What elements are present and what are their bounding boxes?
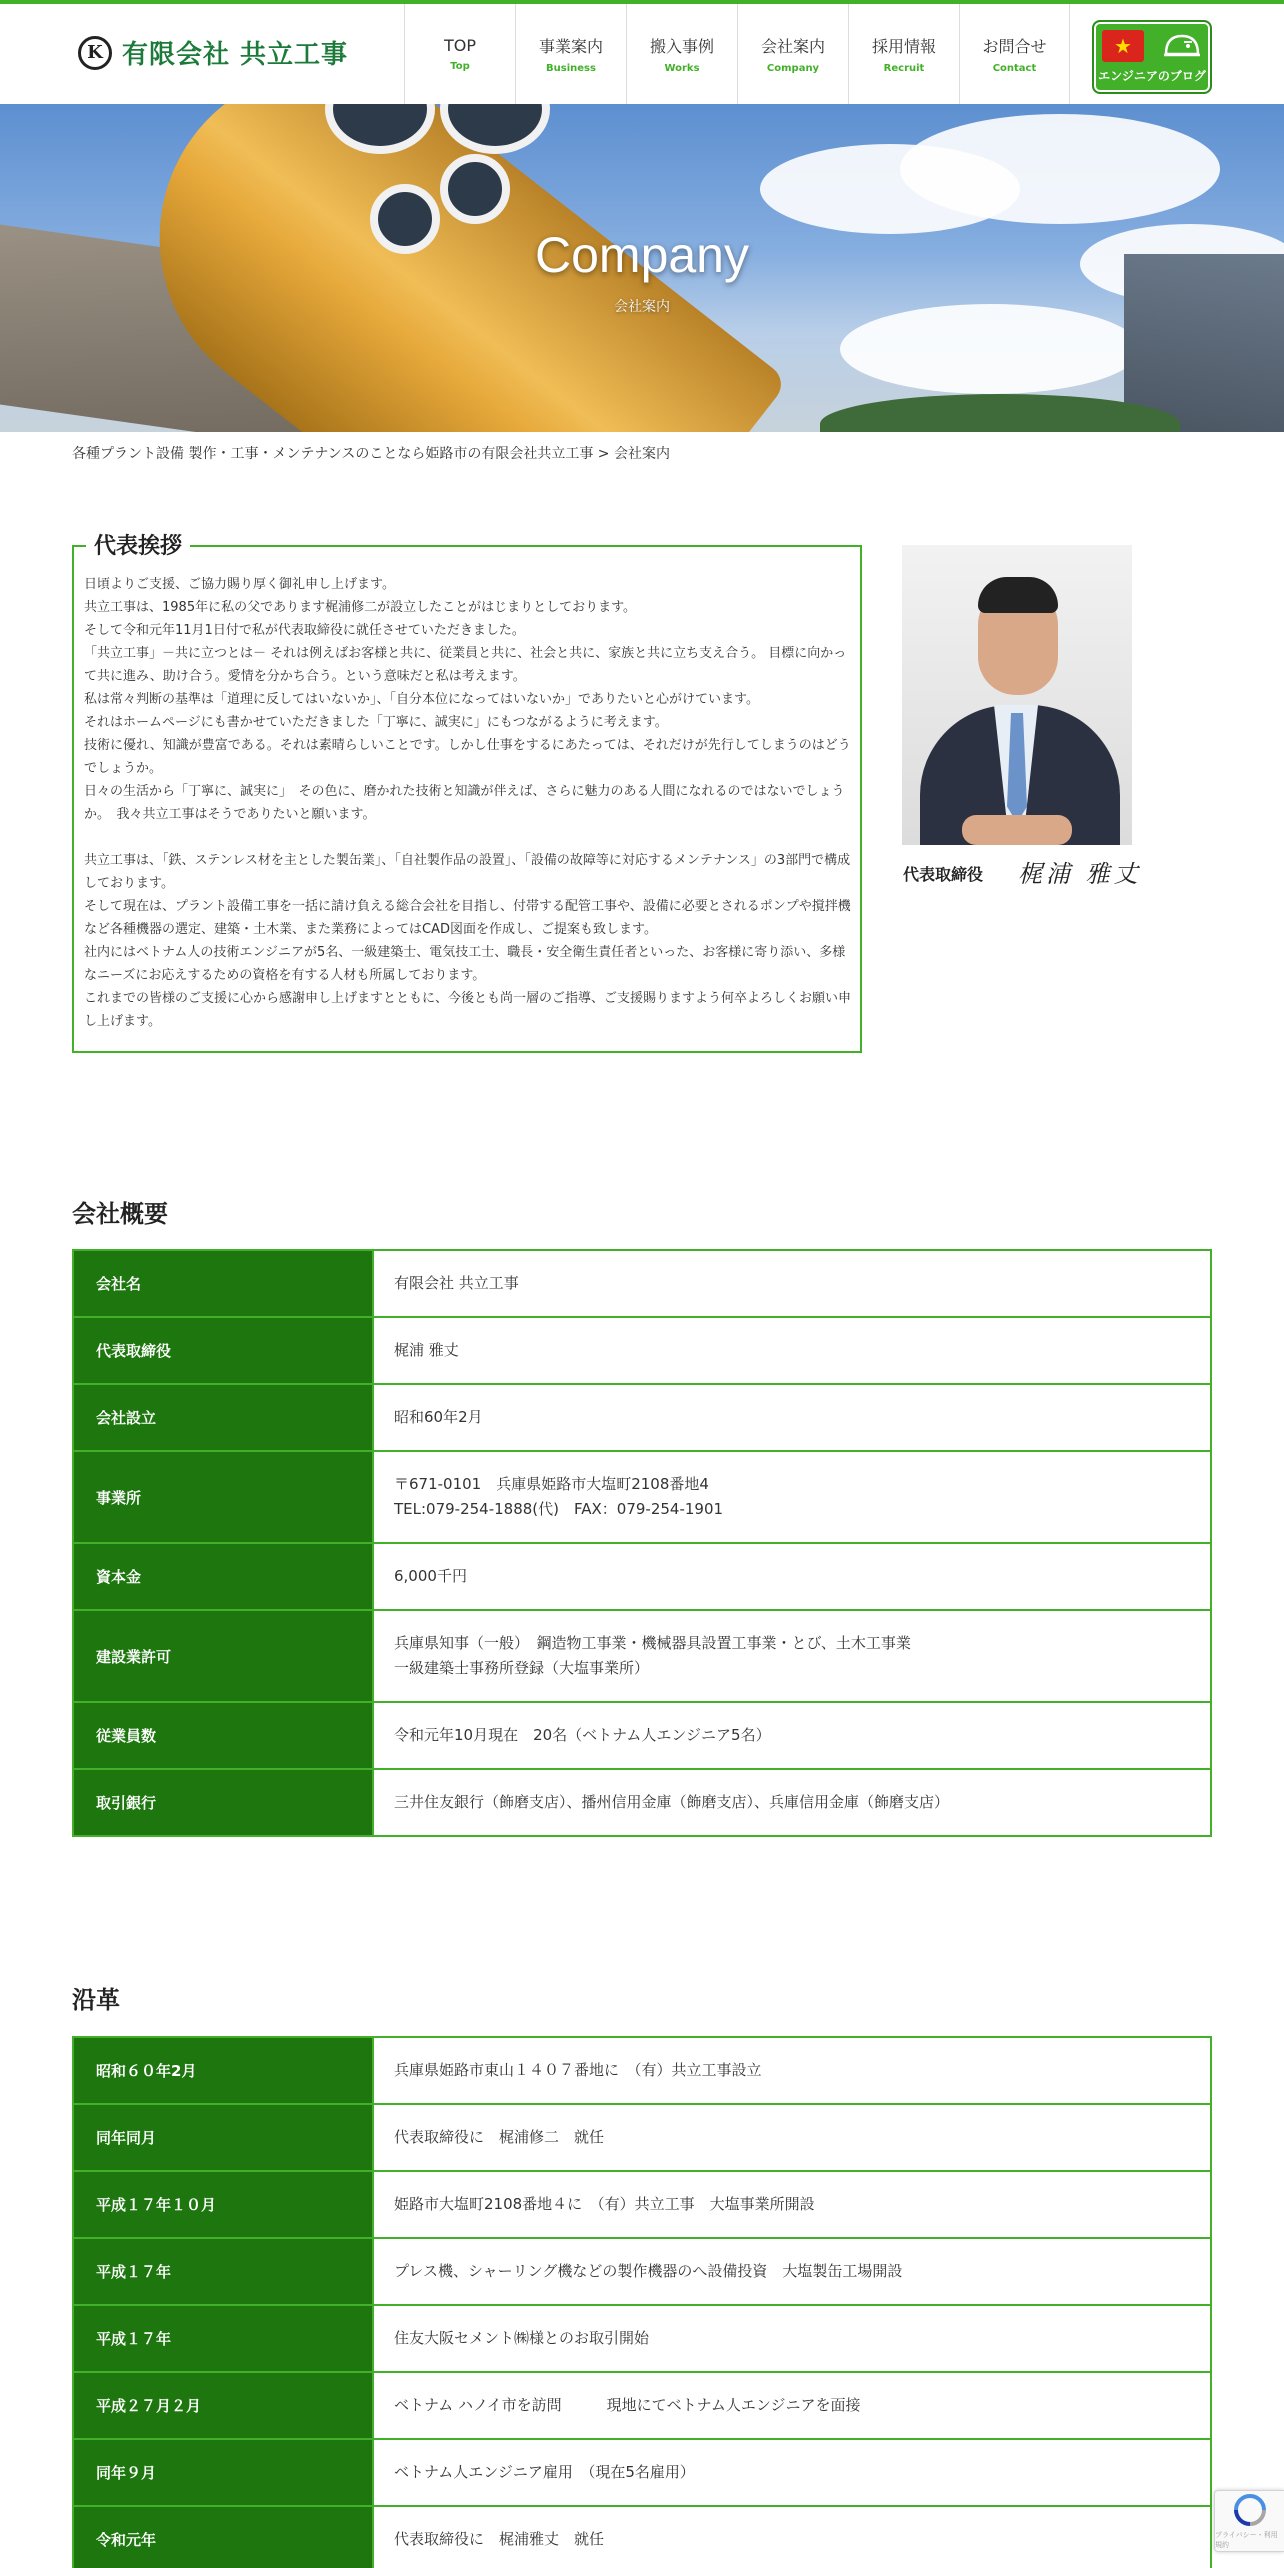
value-line: 姫路市大塩町2108番地４に （有）共立工事 大塩事業所開設 [394,2195,815,2213]
row-label: 平成２７月２月 [73,2372,373,2439]
overview-title: 会社概要 [72,1200,168,1228]
table-row [73,2238,1211,2305]
row-value [373,1543,1211,1610]
row-value [373,1769,1211,1836]
table-row [73,2037,1211,2104]
site-header [0,0,1284,104]
row-label: 会社名 [73,1250,373,1317]
table-row [73,1702,1211,1769]
row-label: 平成１７年 [73,2238,373,2305]
breadcrumb-separator: > [593,446,614,462]
nav-item-recruit[interactable] [848,4,959,104]
nav-label: 採用情報 [871,37,936,56]
cloud-shape [840,304,1140,394]
greeting-paragraph: それはホームページにも書かせていただきました「丁寧に、誠実に」にもつながるように考えます。 [84,715,668,730]
greeting-paragraph: 共立工事は、「鉄、ステンレス材を主とした製缶業」、「自社製作品の設置」、「設備の故障等に対応するメンテナンス」の3部門で構成しております。 [84,853,851,891]
tank-opening [440,154,510,224]
row-label: 同年９月 [73,2439,373,2506]
greeting-paragraph: 私は常々判断の基準は「道理に反してはいないか」、「自分本位になってはいないか」でありたいと心がけています。 [84,692,759,707]
value-line: 兵庫県姫路市東山１４０７番地に （有）共立工事設立 [394,2061,762,2079]
photo-hair [978,577,1058,613]
recaptcha-icon [1232,2492,1268,2528]
row-value [373,1317,1211,1384]
greeting-paragraph: 共立工事は、1985年に私の父であります梶浦修二が設立したことがはじまりとしております。 [84,600,637,615]
recaptcha-text: プライバシー・利用規約 [1215,2531,1278,2549]
nav-item-company[interactable] [737,4,848,104]
nav-item-business[interactable] [515,4,626,104]
value-line: 6,000千円 [394,1567,467,1585]
nav-label: お問合せ [982,37,1047,56]
breadcrumb-current: 会社案内 [613,446,670,462]
row-label: 代表取締役 [73,1317,373,1384]
greeting-paragraph: これまでの皆様のご支援に心から感謝申し上げますとともに、今後とも尚一層のご指導、ご支援賜りますよう何卒よろしくお願い申し上げます。 [84,991,852,1029]
row-value [373,2305,1211,2372]
greeting-paragraph: そして現在は、プラント設備工事を一括に請け負える総合会社を目指し、付帯する配管工事や、設備に必要とされるポンプや撹拌機など各種機器の選定、建築・土木業、また業務によってはCAD図面を作成し、ご提案も致します。 [84,899,851,937]
greeting-paragraph: 「共立工事」－共に立つとは－ それは例えばお客様と共に、従業員と共に、社会と共に、家族と共に立ち支え合う。 目標に向かって共に進み、助け合う。愛情を分かち合う。という意味だと私は考えます。 [84,646,847,684]
table-row [73,2506,1211,2568]
value-line: 一級建築士事務所登録（大塩事業所） [394,1659,650,1677]
history-title: 沿革 [72,1986,120,2014]
overview-table [72,1249,1212,1837]
value-line: 令和元年10月現在 20名（ベトナム人エンジニア5名） [394,1726,771,1744]
nav-sublabel: Works [664,63,700,74]
nav-sublabel: Business [546,63,596,74]
greeting-box [72,534,862,1053]
nav-item-contact[interactable] [959,4,1070,104]
signature-role: 代表取締役 [903,865,984,884]
table-row [73,1451,1211,1543]
nav-sublabel: Recruit [883,63,925,74]
nav-sublabel: Company [766,63,820,74]
site-logo[interactable] [78,34,348,71]
table-row [73,1317,1211,1384]
nav-label: 事業案内 [538,37,603,56]
row-value [373,2037,1211,2104]
value-line: 昭和60年2月 [394,1408,483,1426]
value-line: 代表取締役に 梶浦修二 就任 [394,2128,605,2146]
table-row [73,2104,1211,2171]
table-row [73,1384,1211,1451]
row-label: 取引銀行 [73,1769,373,1836]
value-line: 〒671-0101 兵庫県姫路市大塩町2108番地4 [394,1475,709,1493]
value-line: プレス機、シャーリング機などの製作機器のへ設備投資 大塩製缶工場開設 [394,2262,903,2280]
row-label: 従業員数 [73,1702,373,1769]
row-label: 建設業許可 [73,1610,373,1702]
row-label: 会社設立 [73,1384,373,1451]
photo-hands [962,815,1072,845]
value-line: ベトナム ハノイ市を訪問 現地にてベトナム人エンジニアを面接 [394,2396,861,2414]
nav-item-works[interactable] [626,4,737,104]
row-label: 資本金 [73,1543,373,1610]
row-value [373,2171,1211,2238]
nav-sublabel: Contact [992,63,1037,74]
blog-label: エンジニアのブログ [1098,69,1206,83]
greeting-paragraph: そして令和元年11月1日付で私が代表取締役に就任させていただきました。 [84,623,525,638]
nav-label: 会社案内 [760,37,825,56]
value-line: 代表取締役に 梶浦雅丈 就任 [394,2530,605,2548]
row-label: 昭和６０年2月 [73,2037,373,2104]
row-value [373,1610,1211,1702]
vietnam-flag-icon [1102,30,1144,62]
breadcrumb-home-link[interactable]: 各種プラント設備 製作・工事・メンテナンスのことなら姫路市の有限会社共立工事 [72,446,594,462]
value-line: 梶浦 雅丈 [394,1341,459,1359]
logo-mark-icon: K [78,36,112,70]
nav-sublabel: Top [450,61,470,72]
paragraph-gap [84,826,852,849]
value-line: 兵庫県知事（一般） 鋼造物工事業・機械器具設置工事業・とび、土木工事業 [394,1634,911,1652]
nav-item-top[interactable] [404,4,515,104]
row-label: 平成１７年 [73,2305,373,2372]
table-row [73,2372,1211,2439]
greeting-paragraph: 技術に優れ、知識が豊富である。それは素晴らしいことです。しかし仕事をするにあたっては、それだけが先行してしまうのはどうでしょうか。 [84,738,851,776]
table-row [73,2439,1211,2506]
value-line: 住友大阪セメント㈱様とのお取引開始 [394,2329,650,2347]
hero-subtitle: 会社案内 [614,299,670,315]
value-line: 三井住友銀行（飾磨支店）、播州信用金庫（飾磨支店）、兵庫信用金庫（飾磨支店） [394,1793,950,1811]
value-line: 有限会社 共立工事 [394,1274,519,1292]
greeting-paragraph: 社内にはベトナム人の技術エンジニアが5名、一級建築士、電気技工士、職長・安全衛生責任者といった、お客様に寄り添い、多様なニーズにお応えするための資格を有する人材も所属しております。 [84,945,846,983]
table-row [73,1769,1211,1836]
row-value [373,2372,1211,2439]
flag-star-icon: ★ [1114,34,1132,58]
row-value [373,2439,1211,2506]
table-row [73,2171,1211,2238]
row-value [373,2104,1211,2171]
value-line: TEL:079-254-1888(代) FAX：079-254-1901 [394,1500,724,1518]
hero-banner [0,104,1284,432]
table-row [73,2305,1211,2372]
history-table [72,2036,1212,2568]
table-row [73,1250,1211,1317]
greeting-paragraph: 日頃よりご支援、ご協力賜り厚く御礼申し上げます。 [84,577,395,592]
row-label: 令和元年 [73,2506,373,2568]
greeting-body [84,573,852,1033]
row-value [373,1702,1211,1769]
row-value [373,2238,1211,2305]
row-value [373,2506,1211,2568]
blog-icons [1102,30,1202,66]
nav-label: TOP [443,36,476,55]
president-photo [902,545,1132,845]
helmet-icon [1162,30,1202,62]
row-label: 同年同月 [73,2104,373,2171]
main-nav [404,4,1070,104]
greeting-title: 代表挨拶 [86,529,190,560]
row-value [373,1250,1211,1317]
signature-name: 梶浦 雅丈 [1018,860,1142,888]
table-row [73,1543,1211,1610]
table-row [73,1610,1211,1702]
breadcrumb [72,443,670,463]
nav-label: 搬入事例 [649,37,714,56]
engineer-blog-button[interactable] [1092,20,1212,94]
recaptcha-badge[interactable] [1214,2490,1284,2552]
row-value [373,1451,1211,1543]
logo-text: 有限会社 共立工事 [122,40,349,70]
hero-title: Company [535,227,749,283]
row-value [373,1384,1211,1451]
row-label: 平成１７年１０月 [73,2171,373,2238]
greeting-paragraph: 日々の生活から「丁寧に、誠実に」 その色に、磨かれた技術と知識が伴えば、さらに魅力のある人間になれるのではないでしょうか。 我々共立工事はそうでありたいと願います。 [84,784,845,822]
row-label: 事業所 [73,1451,373,1543]
cloud-shape [900,114,1220,224]
value-line: ベトナム人エンジニア雇用 （現在5名雇用） [394,2463,695,2481]
